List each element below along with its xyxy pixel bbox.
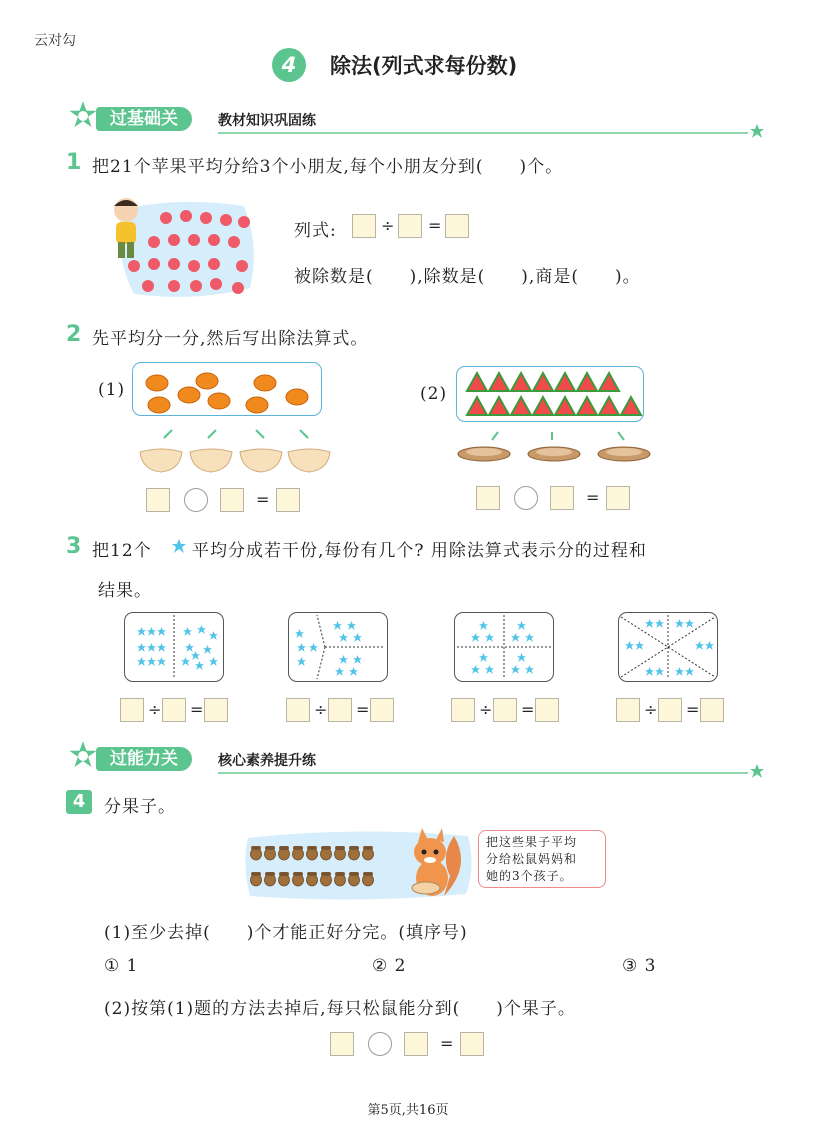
question-number: 2 [66, 322, 82, 347]
section-subtitle: 核心素养提升练 [218, 753, 316, 769]
operator-circle[interactable] [184, 488, 208, 512]
question-text-end: 结果。 [98, 581, 152, 601]
equals-sign: = [586, 488, 600, 507]
answer-box[interactable] [370, 698, 394, 722]
division-parts-text: 被除数是( ),除数是( ),商是( )。 [294, 267, 641, 287]
answer-box[interactable] [162, 698, 186, 722]
section-tag: 过基础关 [96, 107, 192, 131]
equals-sign: = [686, 700, 700, 719]
answer-box[interactable] [535, 698, 559, 722]
question-text: 先平均分一分,然后写出除法算式。 [92, 329, 369, 349]
answer-box[interactable] [276, 488, 300, 512]
option-2[interactable]: ② 2 [372, 956, 407, 976]
answer-box[interactable] [220, 488, 244, 512]
section-header-basic [66, 98, 766, 138]
answer-box[interactable] [550, 486, 574, 510]
bowls-picture [136, 426, 336, 476]
sub-question-1: (1)至少去掉( )个才能正好分完。(填序号) [104, 923, 468, 943]
part-label: (2) [420, 384, 448, 404]
bubble-line: 把这些果子平均 [486, 835, 578, 849]
divider-star-icon [750, 124, 764, 138]
answer-box[interactable] [445, 214, 469, 238]
star-badge-icon [66, 738, 100, 772]
answer-box[interactable] [451, 698, 475, 722]
section-subtitle: 教材知识巩固练 [218, 113, 316, 129]
stars-panel-thirds [288, 612, 388, 682]
stars-panel-quarters [454, 612, 554, 682]
divide-sign: ÷ [148, 700, 162, 719]
divide-sign: ÷ [479, 700, 493, 719]
answer-box[interactable] [616, 698, 640, 722]
divider-star-icon [750, 764, 764, 778]
equals-sign: = [521, 700, 535, 719]
page-title: 除法(列式求每份数) [330, 54, 518, 78]
brand-label: 云对勾 [34, 33, 76, 49]
section-divider [218, 772, 748, 774]
part-label: (1) [98, 380, 126, 400]
question-number-badge [66, 790, 92, 814]
bubble-line: 分给松鼠妈妈和 [486, 852, 578, 866]
divide-sign: ÷ [644, 700, 658, 719]
stars-panel-sixths [618, 612, 718, 682]
answer-box[interactable] [404, 1032, 428, 1056]
equals-sign: = [428, 216, 442, 235]
answer-box[interactable] [476, 486, 500, 510]
formula-label: 列式: [294, 221, 337, 241]
answer-box[interactable] [700, 698, 724, 722]
question-number: 4 [72, 791, 86, 812]
question-text: 分果子。 [104, 797, 176, 817]
question-number: 3 [66, 534, 82, 559]
operator-circle[interactable] [368, 1032, 392, 1056]
section-divider [218, 132, 748, 134]
answer-box[interactable] [286, 698, 310, 722]
star-badge-icon [66, 98, 100, 132]
answer-box[interactable] [352, 214, 376, 238]
page-footer: 第5页,共16页 [367, 1103, 449, 1118]
answer-box[interactable] [658, 698, 682, 722]
answer-box[interactable] [204, 698, 228, 722]
section-tag: 过能力关 [96, 747, 192, 771]
apples-picture [104, 196, 256, 300]
star-icon [172, 539, 186, 553]
lesson-number-badge: 4 [272, 48, 306, 82]
equals-sign: = [256, 490, 270, 509]
nuts-and-squirrel-picture [244, 826, 474, 902]
answer-box[interactable] [330, 1032, 354, 1056]
answer-box[interactable] [398, 214, 422, 238]
divide-sign: ÷ [314, 700, 328, 719]
answer-box[interactable] [493, 698, 517, 722]
answer-box[interactable] [606, 486, 630, 510]
bubble-line: 她的3个孩子。 [486, 869, 573, 883]
option-3[interactable]: ③ 3 [622, 956, 657, 976]
operator-circle[interactable] [514, 486, 538, 510]
answer-box[interactable] [328, 698, 352, 722]
answer-box[interactable] [120, 698, 144, 722]
equals-sign: = [440, 1034, 454, 1053]
divide-sign: ÷ [381, 216, 395, 235]
equals-sign: = [356, 700, 370, 719]
pumpkins-box [132, 362, 322, 416]
question-number: 1 [66, 150, 82, 175]
answer-box[interactable] [146, 488, 170, 512]
equals-sign: = [190, 700, 204, 719]
question-text-rest: 平均分成若干份,每份有几个? 用除法算式表示分的过程和 [192, 541, 647, 561]
option-1[interactable]: ① 1 [104, 956, 139, 976]
watermelon-box [456, 366, 644, 422]
plates-picture [454, 428, 654, 468]
answer-box[interactable] [460, 1032, 484, 1056]
section-header-ability [66, 738, 766, 778]
sub-question-2: (2)按第(1)题的方法去掉后,每只松鼠能分到( )个果子。 [104, 999, 576, 1019]
question-text: 把21个苹果平均分给3个小朋友,每个小朋友分到( )个。 [92, 157, 564, 177]
question-text-start: 把12个 [92, 541, 152, 561]
speech-bubble [478, 830, 606, 888]
stars-panel-halves [124, 612, 224, 682]
